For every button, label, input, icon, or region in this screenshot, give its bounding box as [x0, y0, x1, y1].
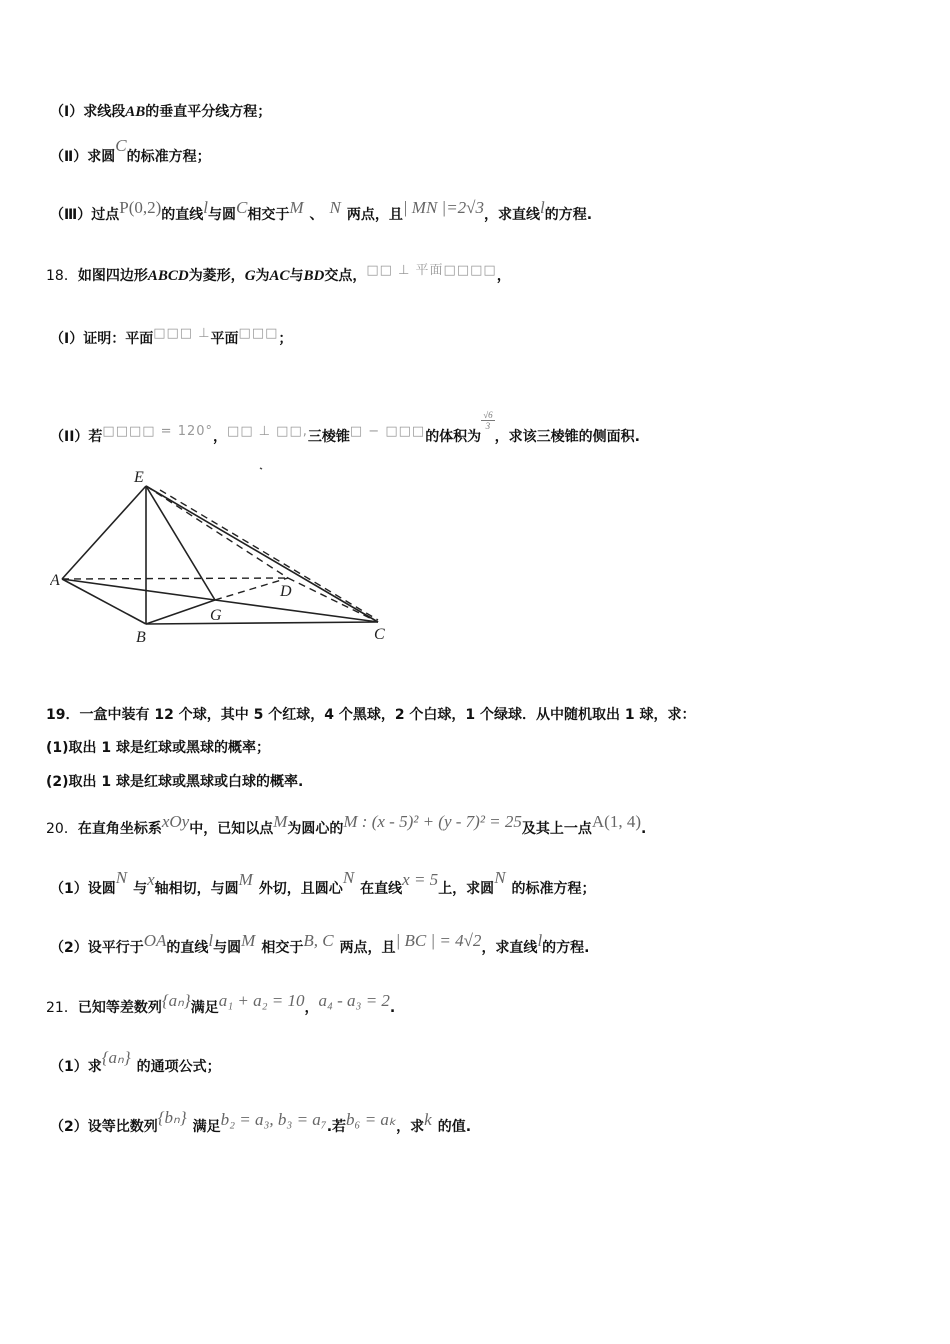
- q20-part2: （2）设平行于OA的直线l与圆M 相交于B, C 两点，且| BC | = 4√2，求直线l的方程.: [50, 931, 590, 956]
- q17-part2: （Ⅱ）求圆C的标准方程；: [50, 136, 211, 165]
- edge-ec-dashed: [160, 490, 378, 620]
- label-b: B: [136, 629, 146, 646]
- edge-bg: [146, 600, 215, 624]
- speck: [260, 468, 262, 469]
- q18-stem: 18．如图四边形ABCD为菱形，G为AC与BD交点，□□ ⊥ 平面□□□□，: [46, 263, 511, 284]
- label-d: D: [280, 583, 292, 600]
- edge-gc: [215, 600, 378, 622]
- pyramid-figure: [50, 462, 400, 652]
- q19-part1: (1)取出 1 球是红球或黑球的概率；: [46, 740, 271, 756]
- volume-fraction: $\frac{√6}{3}$: [483, 410, 493, 431]
- label-a: A: [50, 572, 60, 589]
- edge-bc: [146, 622, 378, 624]
- label-e: E: [134, 469, 144, 486]
- edge-ed-dashed: [146, 486, 288, 578]
- label-g: G: [210, 607, 222, 624]
- edge-eg: [146, 486, 215, 600]
- q17-part1: （Ⅰ）求线段AB的垂直平分线方程；: [50, 104, 272, 120]
- q21-part1: （1）求{aₙ} 的通项公式；: [50, 1048, 221, 1075]
- q17-part3: （Ⅲ）过点P(0,2)的直线l与圆C相交于M 、 N 两点，且| MN |=2√3，求直线l的方程.: [50, 198, 593, 223]
- edge-ab: [62, 579, 146, 624]
- label-c: C: [374, 626, 385, 643]
- q21-stem: 21．已知等差数列{aₙ}满足a₁ + a₂ = 10，a₄ - a₃ = 2.: [46, 991, 396, 1016]
- edge-ec: [146, 486, 378, 622]
- q20-part1: （1）设圆N与x轴相切，与圆M 外切，且圆心N在直线x = 5上，求圆N的标准方程；: [50, 868, 596, 897]
- q21-part2: （2）设等比数列{bₙ} 满足b₂ = a₃, b₃ = a₇.若b₆ = aₖ，求k 的值.: [50, 1108, 472, 1135]
- q20-stem: 20．在直角坐标系xOy中，已知以点M为圆心的M : (x - 5)² + (y - 7)² = 25及其上一点A(1, 4).: [46, 812, 647, 837]
- edge-ad-dashed: [62, 578, 288, 579]
- q19-stem: 19．一盒中装有 12 个球，其中 5 个红球，4 个黑球，2 个白球，1 个绿球．从中随机取出 1 球，求：: [46, 707, 696, 723]
- q18-part1: （I）证明：平面□□□ ⊥平面□□□；: [50, 326, 293, 347]
- edge-ea: [62, 486, 146, 579]
- edge-ag: [62, 579, 215, 600]
- q19-part2: (2)取出 1 球是红球或黑球或白球的概率.: [46, 774, 304, 790]
- edge-gd-dashed: [215, 578, 288, 600]
- q18-part2: （II）若□□□□ = 120°，□□ ⊥ □□,三棱锥□ − □□□的体积为 $\frac{√6}{3}$ ，求该三棱锥的侧面积.: [50, 410, 640, 445]
